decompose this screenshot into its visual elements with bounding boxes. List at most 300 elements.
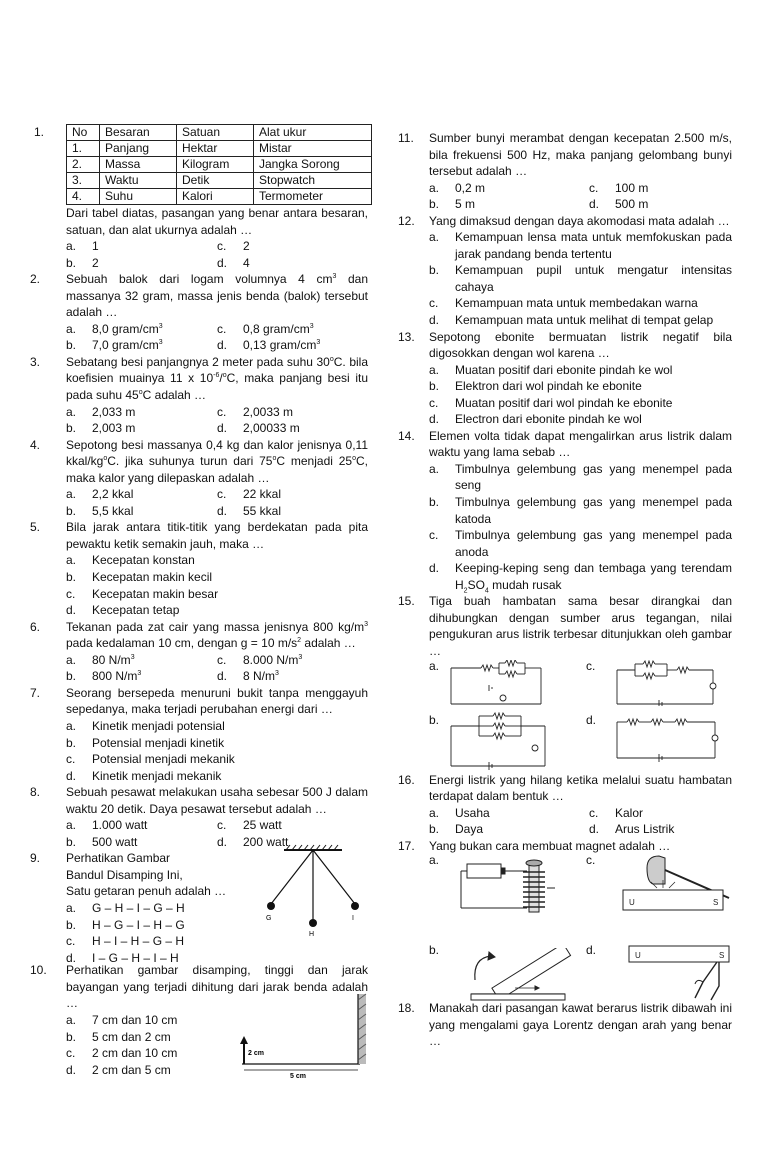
option-text: Kecepatan tetap [92, 603, 180, 618]
option-a-letter[interactable]: a. [429, 853, 440, 868]
question-number: 13. [398, 329, 415, 344]
option-letter: a. [66, 652, 77, 667]
option-b[interactable] [66, 834, 217, 851]
option-c-letter[interactable]: c. [586, 853, 596, 868]
option-text: 5 cm dan 2 cm [92, 1029, 171, 1044]
option-d-letter[interactable]: d. [586, 712, 597, 727]
table-cell: Hektar [177, 141, 254, 157]
units-table [66, 124, 372, 205]
table-cell: Waktu [100, 173, 177, 189]
option-a[interactable] [429, 461, 732, 494]
question-text-line: Satu getaran penuh adalah … [66, 884, 227, 899]
text-part: pada kedalaman 10 cm, dengan g = 10 m/s [66, 636, 298, 651]
options [429, 805, 732, 838]
option-d[interactable] [589, 196, 732, 213]
question-text [66, 271, 368, 321]
question-number: 11. [398, 131, 414, 145]
subscript: 4 [484, 587, 489, 595]
option-a[interactable] [429, 229, 732, 262]
option-letter: c. [66, 1046, 76, 1061]
option-a[interactable] [66, 486, 217, 503]
question-6 [30, 619, 368, 685]
option-text: Keeping-keping seng dan tembaga yang terendam H [455, 561, 732, 592]
question-text [66, 437, 368, 487]
question-15 [398, 593, 732, 771]
option-d[interactable] [217, 503, 368, 520]
option-letter: c. [66, 586, 76, 601]
option-b-letter[interactable]: b. [429, 943, 440, 958]
option-letter: a. [66, 718, 77, 733]
option-text: 2,033 m [92, 404, 136, 419]
options [66, 486, 368, 519]
superscript: o [138, 389, 143, 397]
superscript: 2 [297, 637, 302, 645]
option-a[interactable] [66, 238, 217, 255]
superscript: 3 [364, 620, 368, 628]
option-text: 0,13 gram/cm [243, 338, 317, 353]
option-letter: c. [217, 321, 227, 336]
option-b[interactable] [66, 735, 368, 752]
option-letter: d. [217, 669, 228, 684]
text-part: C. jika suhunya turun dari 75 [107, 454, 273, 469]
option-text: Kinetik menjadi mekanik [92, 768, 222, 783]
left-column [30, 124, 368, 1078]
question-number: 10. [30, 963, 47, 978]
option-text: Timbulnya gelembung gas yang menempel pada seng [455, 461, 732, 493]
option-d-letter[interactable]: d. [586, 943, 597, 958]
option-letter: b. [66, 570, 77, 585]
option-b[interactable] [66, 420, 217, 437]
label-i: I [352, 915, 354, 923]
question-16 [398, 772, 732, 838]
option-text: 1 [92, 239, 99, 254]
option-text: Kecepatan makin kecil [92, 570, 213, 585]
option-d[interactable] [217, 337, 368, 354]
option-text: G – H – I – G – H [92, 900, 185, 915]
superscript: 3 [316, 339, 321, 347]
option-letter: a. [429, 461, 440, 476]
option-b[interactable] [66, 337, 217, 354]
question-text: Sumber bunyi merambat dengan kecepatan 2.500 m/s, bila frekuensi 500 Hz, maka panjang gelombang bunyi tersebut adalah … [429, 131, 732, 179]
option-letter: c. [217, 404, 227, 419]
option-text: H – G – I – H – G [92, 917, 185, 932]
option-letter: a. [429, 180, 440, 195]
question-9 [30, 850, 368, 965]
question-number: 4. [30, 437, 41, 452]
text-part: Tekanan pada zat cair yang massa jenisnya 800 kg/m [66, 619, 365, 634]
option-text: Kalor [615, 805, 644, 820]
option-letter: a. [66, 321, 77, 336]
option-d[interactable] [217, 668, 368, 685]
option-d[interactable] [217, 255, 368, 272]
option-c-letter[interactable]: c. [586, 658, 596, 673]
option-a[interactable] [66, 652, 217, 669]
text-part: Sebuah balok dari logam volumnya 4 cm [66, 272, 333, 287]
option-letter: d. [217, 338, 228, 353]
option-letter: d. [66, 1062, 77, 1077]
option-b[interactable] [429, 821, 589, 838]
table-cell: Massa [100, 157, 177, 173]
option-letter: c. [217, 487, 227, 502]
option-text: 7,0 gram/cm [92, 338, 159, 353]
table-cell: Mistar [254, 141, 372, 157]
option-letter: d. [429, 313, 440, 328]
option-letter: a. [66, 239, 77, 254]
superscript: o [103, 455, 108, 463]
option-letter: d. [589, 197, 600, 212]
option-text: 4 [243, 255, 250, 270]
superscript: o [352, 455, 356, 463]
question-text: Sebuah pesawat melakukan usaha sebesar 500 J dalam waktu 20 detik. Daya pesawat tersebut adalah … [66, 785, 368, 816]
question-number: 9. [30, 851, 41, 866]
superscript: 3 [137, 670, 142, 678]
option-c[interactable] [217, 486, 368, 503]
table-header: Alat ukur [254, 125, 372, 141]
option-text: 2 cm dan 5 cm [92, 1062, 171, 1077]
option-c[interactable] [429, 527, 732, 560]
option-letter: b. [429, 822, 440, 837]
question-7 [30, 685, 368, 784]
option-letter: c. [589, 805, 599, 820]
option-letter: c. [217, 652, 227, 667]
option-d[interactable] [66, 768, 368, 785]
text-part: / [219, 371, 223, 386]
option-a[interactable] [66, 552, 368, 569]
question-number: 18. [398, 1001, 415, 1016]
option-text: Muatan positif dari ebonite pindah ke wol [455, 362, 673, 377]
text-part: C adalah … [142, 388, 207, 403]
option-letter: c. [429, 296, 439, 311]
table-row [67, 189, 372, 205]
option-letter: a. [66, 487, 77, 502]
circuit-c[interactable] [615, 660, 725, 706]
text-part: C menjadi 25 [276, 454, 353, 469]
question-12 [398, 213, 732, 329]
text-part: C, maka kalor yang dilepaskan adalah … [66, 454, 368, 485]
option-letter: c. [66, 752, 76, 767]
option-letter: d. [217, 421, 228, 436]
option-text: Kecepatan konstan [92, 553, 195, 568]
option-letter: b. [429, 379, 440, 394]
option-letter: a. [429, 362, 440, 377]
option-text: Electron dari ebonite pindah ke wol [455, 412, 642, 427]
option-text: Timbulnya gelembung gas yang menempel pada anoda [455, 528, 732, 559]
circuit-d[interactable] [615, 712, 725, 762]
option-text: 25 watt [243, 818, 282, 833]
option-text: 2,003 m [92, 421, 136, 436]
superscript: 3 [309, 322, 314, 330]
option-letter: c. [217, 239, 227, 254]
rubbing-figure[interactable] [469, 948, 579, 1004]
question-4 [30, 437, 368, 520]
question-2 [30, 271, 368, 354]
option-text: 1.000 watt [92, 818, 148, 833]
question-number: 14. [398, 428, 415, 443]
option-letter: b. [66, 421, 77, 436]
table-cell: 2. [67, 157, 100, 173]
question-text [66, 619, 368, 652]
option-letter: b. [66, 917, 77, 932]
option-letter: c. [429, 395, 439, 410]
option-text: Timbulnya gelembung gas yang menempel pada katoda [455, 495, 732, 526]
question-number: 2. [30, 272, 41, 287]
option-letter: c. [66, 934, 76, 949]
option-text: 2,00033 m [243, 421, 300, 436]
circuit-options [429, 660, 732, 772]
option-a[interactable] [66, 817, 217, 834]
question-14 [398, 428, 732, 593]
option-text: Potensial menjadi mekanik [92, 752, 235, 767]
superscript: o [222, 372, 227, 380]
question-text [66, 354, 368, 404]
option-text: Elektron dari wol pindah ke ebonite [455, 379, 642, 394]
option-letter: c. [217, 818, 227, 833]
option-b[interactable] [429, 494, 732, 527]
option-c[interactable] [217, 652, 368, 669]
text-part: Sebatang besi panjangnya 2 meter pada suhu 30 [66, 354, 330, 369]
option-text: 8,0 gram/cm [92, 321, 159, 336]
option-letter: b. [429, 197, 440, 212]
options [66, 404, 368, 437]
option-a[interactable] [66, 404, 217, 421]
option-text: 2 [243, 239, 250, 254]
question-number: 5. [30, 520, 41, 535]
right-column [398, 130, 732, 1050]
option-b[interactable] [66, 255, 217, 272]
option-text: 0,2 m [455, 180, 486, 195]
question-10 [30, 962, 368, 1078]
option-text: 8.000 N/m [243, 652, 299, 667]
option-text: 0,8 gram/cm [243, 321, 310, 336]
question-number: 3. [30, 354, 41, 369]
option-a[interactable] [429, 180, 589, 197]
option-c[interactable] [429, 295, 732, 312]
table-header: Besaran [100, 125, 177, 141]
option-letter: a. [429, 805, 440, 820]
question-13 [398, 329, 732, 428]
question-number: 12. [398, 213, 415, 228]
option-c[interactable] [217, 321, 368, 338]
text-part: adalah … [301, 636, 356, 651]
question-text: Energi listrik yang hilang ketika melalui suatu hambatan terdapat dalam bentuk … [429, 772, 732, 804]
option-a-letter[interactable]: a. [429, 658, 440, 673]
table-cell: Suhu [100, 189, 177, 205]
option-text: Muatan positif dari wol pindah ke ebonite [455, 395, 673, 410]
table-row [67, 173, 372, 189]
question-number: 7. [30, 685, 41, 700]
option-d[interactable] [589, 821, 732, 838]
option-letter: d. [66, 603, 77, 618]
superscript: 3 [298, 653, 303, 661]
mirror-figure [234, 990, 374, 1080]
superscript: 3 [158, 339, 163, 347]
question-text: Manakah dari pasangan kawat berarus listrik dibawah ini yang mengalami gaya Lorentz dengan arah yang benar … [429, 1001, 732, 1049]
option-b[interactable] [66, 668, 217, 685]
question-number: 16. [398, 772, 415, 787]
text-part: dan massanya 32 gram, massa jenis benda (balok) tersebut adalah … [66, 272, 368, 320]
option-letter: b. [66, 503, 77, 518]
option-text: Arus Listrik [615, 822, 675, 837]
option-letter: c. [429, 528, 439, 543]
question-number: 17. [398, 838, 415, 853]
table-cell: Termometer [254, 189, 372, 205]
option-letter: d. [217, 834, 228, 849]
pole-u-label: U [635, 951, 641, 961]
option-b[interactable] [429, 378, 732, 395]
options [429, 180, 732, 213]
option-text: 200 watt [243, 834, 289, 849]
option-text: Potensial menjadi kinetik [92, 735, 225, 750]
option-letter: b. [66, 669, 77, 684]
option-b[interactable] [429, 196, 589, 213]
question-1 [30, 124, 368, 271]
circuit-b[interactable] [449, 712, 549, 770]
option-d[interactable] [217, 420, 368, 437]
text-part: C. bila koefisien muainya 11 x 10 [66, 354, 368, 386]
option-text: Daya [455, 822, 484, 837]
option-text: Kemampuan lensa mata untuk memfokuskan pada jarak pandang benda tertentu [455, 230, 732, 261]
option-text: Kinetik menjadi potensial [92, 718, 225, 733]
question-text: Perhatikan gambar disamping, tinggi dan jarak bayangan yang terjadi dihitung dari jarak benda adalah … [66, 963, 368, 1011]
option-a[interactable] [66, 321, 217, 338]
superscript: 3 [130, 653, 135, 661]
question-number: 1. [34, 125, 45, 139]
distance-label: 5 cm [290, 1072, 306, 1080]
option-b[interactable] [429, 262, 732, 295]
option-text: 5,5 kkal [92, 503, 134, 518]
question-number: 6. [30, 619, 41, 634]
option-text: Kemampuan pupil untuk mengatur intensitas cahaya [455, 263, 732, 294]
subscript: 2 [463, 587, 468, 595]
option-c[interactable] [217, 404, 368, 421]
option-text: 100 m [615, 180, 649, 195]
option-letter: a. [66, 553, 77, 568]
table-cell: Detik [177, 173, 254, 189]
text-part: C, maka panjang besi itu pada suhu 45 [66, 371, 369, 403]
option-c[interactable] [217, 238, 368, 255]
option-a[interactable] [66, 718, 368, 735]
question-number: 8. [30, 785, 41, 800]
table-row [67, 157, 372, 173]
option-a[interactable] [429, 362, 732, 379]
option-c[interactable] [66, 751, 368, 768]
option-text: SO [467, 577, 485, 592]
option-text: I – G – H – I – H [92, 950, 179, 965]
option-letter: a. [429, 230, 440, 245]
option-letter: d. [217, 503, 228, 518]
option-c[interactable] [589, 805, 732, 822]
superscript: 3 [332, 273, 337, 281]
table-cell: 4. [67, 189, 100, 205]
label-h: H [309, 931, 315, 939]
question-number: 15. [398, 594, 415, 609]
hammer-figure[interactable] [619, 854, 739, 920]
pole-s-label: S [719, 951, 725, 961]
option-text: 2,0033 m [243, 404, 294, 419]
option-letter: d. [429, 412, 440, 427]
question-17 [398, 838, 732, 1001]
option-c[interactable] [429, 395, 732, 412]
option-text: 500 watt [92, 834, 138, 849]
option-letter: a. [66, 818, 77, 833]
option-text: 7 cm dan 10 cm [92, 1012, 178, 1027]
option-c[interactable] [589, 180, 732, 197]
option-letter: a. [66, 1012, 77, 1027]
option-letter: a. [66, 900, 77, 915]
option-d[interactable] [429, 312, 732, 329]
option-text: 2 cm dan 10 cm [92, 1046, 178, 1061]
option-text: Kemampuan mata untuk melihat di tempat gelap [455, 313, 714, 328]
option-b[interactable] [66, 569, 368, 586]
option-letter: b. [66, 1029, 77, 1044]
table-header: Satuan [177, 125, 254, 141]
option-text: 2 [92, 255, 99, 270]
question-text: Yang bukan cara membuat magnet adalah … [429, 838, 671, 853]
height-label: 2 cm [248, 1049, 264, 1057]
option-d[interactable] [66, 602, 368, 619]
pole-s-label: S [713, 898, 719, 908]
question-text: Bila jarak antara titik-titik yang berdekatan pada pita pewaktu ketik semakin jauh, maka … [66, 520, 368, 551]
table-header-row [67, 125, 372, 141]
option-b-letter[interactable]: b. [429, 712, 440, 727]
option-text: 80 N/m [92, 652, 131, 667]
superscript: -6 [213, 372, 220, 380]
option-text: Kemampuan mata untuk membedakan warna [455, 296, 698, 311]
question-text: Yang dimaksud dengan daya akomodasi mata adalah … [429, 213, 730, 228]
option-text: 2,2 kkal [92, 487, 134, 502]
option-c[interactable] [66, 586, 368, 603]
option-text: Kecepatan makin besar [92, 586, 219, 601]
option-letter: a. [66, 404, 77, 419]
pendulum-figure [262, 844, 362, 944]
superscript: 3 [275, 670, 279, 678]
table-cell: 3. [67, 173, 100, 189]
option-b[interactable] [66, 503, 217, 520]
option-letter: d. [66, 768, 77, 783]
option-letter: d. [217, 255, 228, 270]
superscript: o [329, 355, 334, 363]
magnet-options [429, 854, 732, 1000]
options [66, 652, 368, 685]
table-row [67, 141, 372, 157]
option-text: mudah rusak [488, 577, 562, 592]
table-cell: Kilogram [177, 157, 254, 173]
option-letter: b. [429, 263, 440, 278]
superscript: 3 [158, 322, 163, 330]
question-18 [398, 1000, 732, 1050]
option-d[interactable] [429, 411, 732, 428]
superscript: o [272, 455, 277, 463]
option-letter: b. [66, 735, 77, 750]
pole-u-label: U [629, 898, 635, 908]
option-text: 22 kkal [243, 487, 282, 502]
text-part: Sepotong besi massanya 0,4 kg dan kalor jenisnya 0,11 kkal/kg [66, 437, 368, 469]
magnet-clips-figure[interactable] [625, 942, 735, 1002]
question-text: Elemen volta tidak dapat mengalirkan arus listrik dalam waktu yang lama sebab … [429, 428, 732, 460]
question-text-line: Perhatikan Gambar [66, 851, 171, 866]
option-d[interactable] [429, 560, 732, 593]
option-a[interactable] [429, 805, 589, 822]
option-letter: c. [589, 180, 599, 195]
option-text: 5 m [455, 197, 476, 212]
option-c[interactable] [217, 817, 368, 834]
electromagnet-figure[interactable] [459, 858, 569, 920]
option-text: 8 N/m [243, 669, 276, 684]
circuit-a[interactable] [449, 660, 544, 706]
table-cell: Kalori [177, 189, 254, 205]
question-text: Sepotong ebonite bermuatan listrik negatif bila digosokkan dengan wol karena … [429, 329, 732, 361]
question-text-line: Bandul Disamping Ini, [66, 867, 183, 882]
